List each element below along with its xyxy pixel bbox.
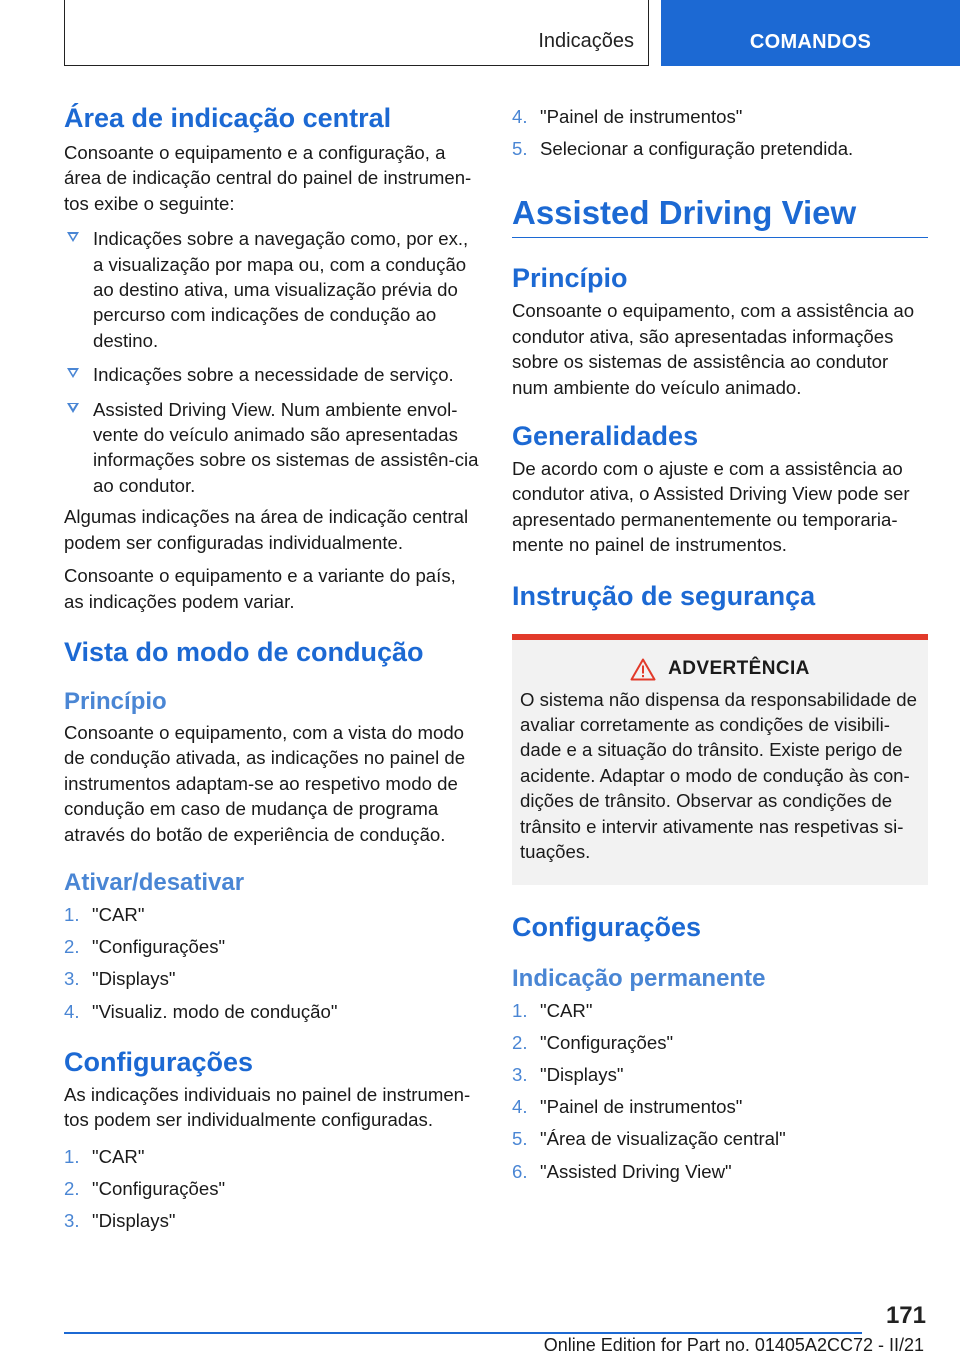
step-item: 1. "CAR" [512,999,593,1021]
subheading-ativar-desativar: Ativar/desativar [64,868,245,896]
steps-list-continued [512,101,928,165]
heading-vista-modo-conducao: Vista do modo de condução [64,636,424,667]
paragraph-principio: Consoante o equipamento, com a vista do modo de condução ativada, as indicações no painel de instrumentos adaptam-se ao respetivo modo de condução em caso de mudança de programa através do botão de experiência de condução. [64,721,466,845]
heading-generalidades: Generalidades [512,421,699,452]
triangle-bullet-icon [67,403,79,413]
paragraph-variant: Consoante o equipamento e a variante do país, as indicações podem variar. [64,565,456,612]
warning-box [512,634,928,885]
right-column [512,101,928,1188]
header-chapter-tab[interactable] [661,0,960,66]
bullet-item: Indicações sobre a necessidade de serviço. [64,362,480,387]
step-item: 4. "Painel de instrumentos" [512,1096,743,1118]
heading-instrucao-seguranca: Instrução de segurança [512,580,816,611]
step-item: 1. "CAR" [64,903,145,925]
footer-divider [64,1332,862,1334]
warning-text: O sistema não dispensa da responsabilidade de avaliar corretamente as condições de visibili-dade e a situação do trânsito. Existe perigo de acidente. Adaptar o modo de condução às con-dições de trânsito. Observar as condições de trânsito e intervir ativamente nas respetivas si-tuações. [520,688,917,863]
step-item: 4. "Visualiz. modo de condução" [64,1000,338,1022]
warning-triangle-icon [630,658,656,681]
heading-principio: Princípio [512,263,628,294]
step-item: 2. "Configurações" [512,1031,674,1053]
header-chapter-label: COMANDOS [749,31,872,53]
step-item: 3. "Displays" [64,968,176,990]
step-item: 4. "Painel de instrumentos" [512,106,743,127]
footer-edition: Online Edition for Part no. 01405A2CC72 - II/21 [543,1335,924,1355]
subheading-indicacao-permanente: Indicação permanente [512,964,766,992]
paragraph-generalidades: De acordo com o ajuste e com a assistência ao condutor ativa, o Assisted Driving View pode ser apresentado permanentemente ou temporaria-mente no painel de instrumentos. [512,458,910,556]
paragraph-intro: Consoante o equipamento e a configuração, a área de indicação central do painel de instrumen-tos exibe o seguinte: [64,142,472,214]
left-column [64,100,480,1237]
bullet-item: Assisted Driving View. Num ambiente envol-vente do veículo animado são apresentadas informações sobre os sistemas de assistên-cia ao condutor. [64,397,480,499]
triangle-bullet-icon [67,232,79,242]
paragraph-configurable: Algumas indicações na área de indicação central podem ser configuradas individualmente. [64,506,469,553]
heading-configuracoes-adv: Configurações [512,911,702,942]
step-item: 2. "Configurações" [64,1177,226,1199]
step-item: 6. "Assisted Driving View" [512,1160,732,1182]
warning-title [520,658,920,681]
heading-area-indicacao-central: Área de indicação central [64,103,392,133]
header-section-box [64,0,649,66]
step-item: 3. "Displays" [64,1209,176,1231]
bullet-item: Indicações sobre a navegação como, por ex., a visualização por mapa ou, com a condução ao destino ativa, uma visualização prévia do percurso com indicações de condução ao destino. [64,226,480,353]
warning-label: ADVERTÊNCIA [668,658,810,680]
paragraph-configuracoes: As indicações individuais no painel de instrumen-tos podem ser individualmente configuradas. [64,1083,471,1131]
page-number: 171 [885,1302,926,1329]
step-item: 5. "Área de visualização central" [512,1128,786,1150]
header-section-title: Indicações [538,30,634,52]
bullet-list [64,226,480,498]
step-item: 1. "CAR" [64,1145,145,1167]
steps-list-ativar [64,899,480,1028]
step-item: 3. "Displays" [512,1063,624,1085]
heading-assisted-driving-view: Assisted Driving View [512,191,928,238]
heading-configuracoes: Configurações [64,1046,254,1077]
steps-list-configuracoes [64,1141,480,1238]
step-item: 5. Selecionar a configuração pretendida. [512,138,854,160]
step-item: 2. "Configurações" [64,936,226,958]
steps-list-indicacao-permanente [512,995,928,1188]
triangle-bullet-icon [67,368,79,378]
subheading-principio: Princípio [64,687,167,715]
paragraph-principio-adv: Consoante o equipamento, com a assistência ao condutor ativa, são apresentadas informações sobre os sistemas de assistência ao condutor num ambiente do veículo animado. [512,300,915,398]
